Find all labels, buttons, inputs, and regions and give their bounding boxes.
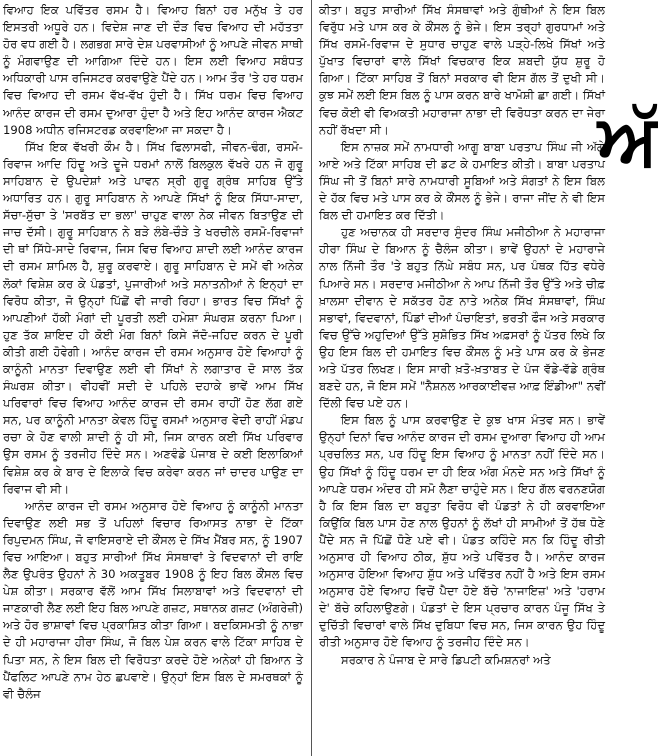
column-divider (311, 0, 312, 756)
article-paragraph: ਸਰਕਾਰ ਨੇ ਪੰਜਾਬ ਦੇ ਸਾਰੇ ਡਿਪਟੀ ਕਮਿਸ਼ਨਰਾਂ ਅਤੇ (341, 652, 551, 667)
article-paragraph: ਹੁਣ ਅਚਾਨਕ ਹੀ ਸਰਦਾਰ ਸੁੰਦਰ ਸਿੰਘ ਮਜੀਠੀਆ ਨੇ ਮਹਾਰਾਜਾ ਹੀਰਾ ਸਿੰਘ ਦੇ ਬਿਆਨ ਨੂੰ ਚੈਲੰਜ ਕੀਤਾ। ਭਾਵੇਂ ਉਹਨਾਂ ਦੇ ਮਹਾਰਾਜੇ ਨਾਲ ਨਿੱਜੀ ਤੌਰ 'ਤੇ ਬਹੁਤ ਨਿੱਘੇ ਸਬੰਧ ਸਨ, ਪਰ ਪੰਥਕ ਹਿੱਤ ਵਧੇਰੇ ਪਿਆਰੇ ਸਨ। ਸਰਦਾਰ ਮਜੀਠੀਆ ਨੇ ਆਪ ਨਿੱਜੀ ਤੌਰ ਉੱਤੇ ਅਤੇ ਚੀਫ਼ ਖ਼ਾਲਸਾ ਦੀਵਾਨ ਦੇ ਸਕੱਤਰ ਹੋਣ ਨਾਤੇ ਅਨੇਕ ਸਿੱਖ ਸੰਸਥਾਵਾਂ, ਸਿੰਘ ਸਭਾਵਾਂ, ਵਿਦਵਾਨਾਂ, ਪਿੰਡਾਂ ਦੀਆਂ ਪੰਚਾਇਤਾਂ, ਭਰਤੀ ਫੌਜ ਅਤੇ ਸਰਕਾਰ ਵਿਚ ਉੱਚੇ ਅਹੁਦਿਆਂ ਉੱਤੇ ਸੁਸ਼ੋਭਿਤ ਸਿੱਖ ਅਫ਼ਸਰਾਂ ਨੂੰ ਪੱਤਰ ਲਿਖੇ ਕਿ ਉਹ ਇਸ ਬਿਲ ਦੀ ਹਮਾਇਤ ਵਿਚ ਕੌਂਸਲ ਨੂੰ ਮਤੇ ਪਾਸ ਕਰ ਕੇ ਭੇਜਣ ਅਤੇ ਪੱਤਰ ਲਿਖਣ। ਇਸ ਸਾਰੀ ਖ਼ਤੋ-ਖ਼ਤਾਬਤ ਦੇ ਪੰਜ ਵੱਡੇ-ਵੱਡੇ ਗ੍ਰੰਥ ਬਣਦੇ ਹਨ, ਜੋ ਇਸ ਸਮੇਂ "ਨੈਸ਼ਨਲ ਆਰਕਾਈਵਜ਼ ਆਫ਼ ਇੰਡੀਆ" ਨਵੀਂ ਦਿੱਲੀ ਵਿਚ ਪਏ ਹਨ। (319, 225, 605, 411)
article-paragraph: ਆਨੰਦ ਕਾਰਜ ਦੀ ਰਸਮ ਅਨੁਸਾਰ ਹੋਏ ਵਿਆਹ ਨੂੰ ਕਾਨੂੰਨੀ ਮਾਨਤਾ ਦਿਵਾਉਣ ਲਈ ਸਭ ਤੋਂ ਪਹਿਲਾਂ ਵਿਚਾਰ ਰਿਆਸਤ ਨਾਭਾ ਦੇ ਟਿੱਕਾ ਰਿਪੁਦਮਨ ਸਿੰਘ, ਜੋ ਵਾਇਸਰਾਏ ਦੀ ਕੌਂਸਲ ਦੇ ਸਿੱਖ ਮੈਂਬਰ ਸਨ, ਨੂੰ 1907 ਵਿਚ ਆਇਆ। ਬਹੁਤ ਸਾਰੀਆਂ ਸਿੱਖ ਸੰਸਥਾਵਾਂ ਤੇ ਵਿਦਵਾਨਾਂ ਦੀ ਰਾਇ ਲੈਣ ਉਪਰੰਤ ਉਹਨਾਂ ਨੇ 30 ਅਕਤੂਬਰ 1908 ਨੂੰ ਇਹ ਬਿਲ ਕੌਂਸਲ ਵਿਚ ਪੇਸ਼ ਕੀਤਾ। ਸਰਕਾਰ ਵੱਲੋਂ ਆਮ ਸਿੱਖ ਸਿਲਾਬਾਵਾਂ ਅਤੇ ਵਿਦਵਾਨਾਂ ਦੀ ਜਾਣਕਾਰੀ ਲੈਣ ਲਈ ਇਹ ਬਿਲ ਆਪਣੇ ਗਜ਼ਟ, ਸਥਾਨਕ ਗਜ਼ਟ (ਅੰਗਰੇਜ਼ੀ) ਅਤੇ ਹੋਰ ਭਾਸ਼ਾਵਾਂ ਵਿਚ ਪ੍ਰਕਾਸ਼ਿਤ ਕੀਤਾ ਗਿਆ। ਬਦਕਿਸਮਤੀ ਨੂੰ ਨਾਭਾ ਦੇ ਹੀ ਮਹਾਰਾਜਾ ਹੀਰਾ ਸਿੰਘ, ਜੋ ਬਿਲ ਪੇਸ਼ ਕਰਨ ਵਾਲੇ ਟਿੱਕਾ ਸਾਹਿਬ ਦੇ ਪਿਤਾ ਸਨ, ਨੇ ਇਸ ਬਿਲ ਦੀ ਵਿਰੋਧਤਾ ਕਰਦੇ ਹੋਏ ਅਨੇਕਾਂ ਹੀ ਬਿਆਨ ਤੇ ਪੈਂਫਲਿਟ ਆਪਣੇ ਨਾਮ ਹੇਠ ਛਪਵਾਏ। ਉਨ੍ਹਾਂ ਇਸ ਬਿਲ ਦੇ ਸਮਰਥਕਾਂ ਨੂੰ ਵੀ ਚੈਲੰਜ (3, 498, 303, 701)
left-article-column (3, 2, 303, 754)
cropped-headline-glyph: ਅੱ (598, 99, 658, 181)
article-paragraph: ਸਿੱਖ ਇਕ ਵੱਖਰੀ ਕੌਮ ਹੈ। ਸਿੱਖ ਫਿਲਾਸਫੀ, ਜੀਵਨ-ਢੰਗ, ਰਸਮੋ-ਰਿਵਾਜ ਆਦਿ ਹਿੰਦੂ ਅਤੇ ਦੂਜੇ ਧਰਮਾਂ ਨਾਲੋਂ ਬਿਲਕੁਲ ਵੱਖਰੇ ਹਨ ਜੋ ਗੁਰੂ ਸਾਹਿਬਾਨ ਦੇ ਉਪਦੇਸ਼ਾਂ ਅਤੇ ਪਾਵਨ ਸ੍ਰੀ ਗੁਰੂ ਗ੍ਰੰਥ ਸਾਹਿਬ ਉੱਤੇ ਅਧਾਰਿਤ ਹਨ। ਗੁਰੂ ਸਾਹਿਬਾਨ ਨੇ ਆਪਣੇ ਸਿੱਖਾਂ ਨੂੰ ਇਕ ਸਿੱਧਾ-ਸਾਦਾ, ਸੱਚਾ-ਸੁੱਚਾ ਤੇ 'ਸਰਬੱਤ ਦਾ ਭਲਾ' ਚਾਹੁਣ ਵਾਲਾ ਨੇਕ ਜੀਵਨ ਬਿਤਾਉਣ ਦੀ ਜਾਚ ਦੱਸੀ। ਗੁਰੂ ਸਾਹਿਬਾਨ ਨੇ ਬੜੇ ਲੰਬੇ-ਚੌੜੇ ਤੇ ਖਰਚੀਲੇ ਰਸਮੋ-ਰਿਵਾਜਾਂ ਦੀ ਥਾਂ ਸਿੱਧੇ-ਸਾਦੇ ਰਿਵਾਜ, ਜਿਸ ਵਿਚ ਵਿਆਹ ਸ਼ਾਦੀ ਲਈ ਆਨੰਦ ਕਾਰਜ ਦੀ ਰਸਮ ਸ਼ਾਮਿਲ ਹੈ, ਸ਼ੁਰੂ ਕਰਵਾਏ। ਗੁਰੂ ਸਾਹਿਬਾਨ ਦੇ ਸਮੇਂ ਵੀ ਅਨੇਕ ਲੋਕਾਂ ਵਿਸ਼ੇਸ਼ ਕਰ ਕੇ ਪੰਡਤਾਂ, ਪੁਜਾਰੀਆਂ ਅਤੇ ਸਨਾਤਨੀਆਂ ਨੇ ਇਨ੍ਹਾਂ ਦਾ ਵਿਰੋਧ ਕੀਤਾ, ਜੋ ਉਨ੍ਹਾਂ ਪਿੱਛੋਂ ਵੀ ਜਾਰੀ ਰਿਹਾ। ਭਾਰਤ ਵਿਚ ਸਿੱਖਾਂ ਨੂੰ ਆਪਣੀਆਂ ਹੱਕੀ ਮੰਗਾਂ ਦੀ ਪੂਰਤੀ ਲਈ ਹਮੇਸ਼ਾ ਸੰਘਰਸ਼ ਕਰਨਾ ਪਿਆ। ਹੁਣ ਤੱਕ ਸ਼ਾਇਦ ਹੀ ਕੋਈ ਮੰਗ ਬਿਨਾਂ ਕਿਸੇ ਜੱਦੋ-ਜਹਿਦ ਕਰਨ ਦੇ ਪੂਰੀ ਕੀਤੀ ਗਈ ਹੋਵੇਗੀ। ਆਨੰਦ ਕਾਰਜ ਦੀ ਰਸਮ ਅਨੁਸਾਰ ਹੋਏ ਵਿਆਹਾਂ ਨੂੰ ਕਾਨੂੰਨੀ ਮਾਨਤਾ ਦਿਵਾਉਣ ਲਈ ਵੀ ਸਿੱਖਾਂ ਨੇ ਲਗਾਤਾਰ ਦੋ ਸਾਲ ਤੱਕ ਸੰਘਰਸ਼ ਕੀਤਾ। ਵੀਹਵੀਂ ਸਦੀ ਦੇ ਪਹਿਲੇ ਦਹਾਕੇ ਭਾਵੇਂ ਆਮ ਸਿੱਖ ਪਰਿਵਾਰਾਂ ਵਿਚ ਵਿਆਹ ਆਨੰਦ ਕਾਰਜ ਦੀ ਰਸਮ ਰਾਹੀਂ ਹੋਣ ਲੱਗ ਗਏ ਸਨ, ਪਰ ਕਾਨੂੰਨੀ ਮਾਨਤਾ ਕੇਵਲ ਹਿੰਦੂ ਰਸਮਾਂ ਅਨੁਸਾਰ ਵੇਦੀ ਰਾਹੀਂ ਮੰਡਪ ਰਚਾ ਕੇ ਹੋਣ ਵਾਲੀ ਸ਼ਾਦੀ ਨੂੰ ਹੀ ਸੀ, ਜਿਸ ਕਾਰਨ ਕਈ ਸਿੱਖ ਪਰਿਵਾਰ ਉਸ ਰਸਮ ਨੂੰ ਤਰਜੀਹ ਦਿੰਦੇ ਸਨ। ਅਣਵੰਡੇ ਪੰਜਾਬ ਦੇ ਕਈ ਇਲਾਕਿਆਂ ਵਿਸ਼ੇਸ਼ ਕਰ ਕੇ ਬਾਰ ਦੇ ਇਲਾਕੇ ਵਿਚ ਕਰੇਵਾ ਕਰਨ ਜਾਂ ਚਾਦਰ ਪਾਉਣ ਦਾ ਰਿਵਾਜ ਵੀ ਸੀ। (3, 139, 303, 496)
article-paragraph: ਇਸ ਬਿਲ ਨੂੰ ਪਾਸ ਕਰਵਾਉਣ ਦੇ ਕੁਝ ਖਾਸ ਮੰਤਵ ਸਨ। ਭਾਵੇਂ ਉਨ੍ਹਾਂ ਦਿਨਾਂ ਵਿਚ ਆਨੰਦ ਕਾਰਜ ਦੀ ਰਸਮ ਦੁਆਰਾ ਵਿਆਹ ਹੀ ਆਮ ਪ੍ਰਚਲਿਤ ਸਨ, ਪਰ ਹਿੰਦੂ ਇਸ ਵਿਆਹ ਨੂੰ ਮਾਨਤਾ ਨਹੀਂ ਦਿੰਦੇ ਸਨ। ਉਹ ਸਿੱਖਾਂ ਨੂੰ ਹਿੰਦੂ ਧਰਮ ਦਾ ਹੀ ਇਕ ਅੰਗ ਮੰਨਦੇ ਸਨ ਅਤੇ ਸਿੱਖਾਂ ਨੂੰ ਆਪਣੇ ਧਰਮ ਅੰਦਰ ਹੀ ਸਮੋ ਲੈਣਾ ਚਾਹੁੰਦੇ ਸਨ। ਇਹ ਗੱਲ ਵਰਨਣਯੋਗ ਹੈ ਕਿ ਇਸ ਬਿਲ ਦਾ ਬਹੁਤਾ ਵਿਰੋਧ ਵੀ ਪੰਡਤਾਂ ਨੇ ਹੀ ਕਰਵਾਇਆ ਕਿਉਂਕਿ ਬਿਲ ਪਾਸ ਹੋਣ ਨਾਲ ਉਹਨਾਂ ਨੂੰ ਲੱਖਾਂ ਹੀ ਸਾਮੀਆਂ ਤੋਂ ਹੱਥ ਧੋਣੇ ਪੈਂਦੇ ਸਨ ਜੋ ਪਿੱਛੋਂ ਧੋਣੇ ਪਏ ਵੀ। ਪੰਡਤ ਕਹਿੰਦੇ ਸਨ ਕਿ ਹਿੰਦੂ ਰੀਤੀ ਅਨੁਸਾਰ ਹੀ ਵਿਆਹ ਠੀਕ, ਸ਼ੁੱਧ ਅਤੇ ਪਵਿੱਤਰ ਹੈ। ਆਨੰਦ ਕਾਰਜ ਅਨੁਸਾਰ ਹੋਇਆ ਵਿਆਹ ਸ਼ੁੱਧ ਅਤੇ ਪਵਿੱਤਰ ਨਹੀਂ ਹੈ ਅਤੇ ਇਸ ਰਸਮ ਅਨੁਸਾਰ ਹੋਏ ਵਿਆਹ ਵਿਚੋਂ ਪੈਦਾ ਹੋਏ ਬੱਚੇ 'ਨਾਜਾਇਜ਼' ਅਤੇ 'ਹਰਾਮ ਦੇ' ਬੱਚੇ ਕਹਿਲਾਉਣਗੇ। ਪੰਡਤਾਂ ਦੇ ਇਸ ਪ੍ਰਚਾਰ ਕਾਰਨ ਪੰਜੂ ਸਿੱਖ ਤੇ ਦੁਚਿੱਤੀ ਵਿਚਾਰਾਂ ਵਾਲੇ ਸਿੱਖ ਦੁਬਿਧਾ ਵਿਚ ਸਨ, ਜਿਸ ਕਾਰਨ ਉਹ ਹਿੰਦੂ ਰੀਤੀ ਅਨੁਸਾਰ ਹੋਏ ਵਿਆਹ ਨੂੰ ਤਰਜੀਹ ਦਿੰਦੇ ਸਨ। (319, 413, 605, 650)
article-paragraph: ਕੀਤਾ। ਬਹੁਤ ਸਾਰੀਆਂ ਸਿੱਖ ਸੰਸਥਾਵਾਂ ਅਤੇ ਗੁੰਥੀਆਂ ਨੇ ਇਸ ਬਿਲ ਵਿਰੁੱਧ ਮਤੇ ਪਾਸ ਕਰ ਕੇ ਕੌਂਸਲ ਨੂੰ ਭੇਜੇ। ਇਸ ਤਰ੍ਹਾਂ ਗੁਰਧਾਮਾਂ ਅਤੇ ਸਿੱਖ ਰਸਮੋ-ਰਿਵਾਜ ਦੇ ਸੁਧਾਰ ਚਾਹੁਣ ਵਾਲੇ ਪੜ੍ਹੇ-ਲਿਖੇ ਸਿੱਖਾਂ ਅਤੇ ਪੁੱਖਾਤ ਵਿਚਾਰਾਂ ਵਾਲੇ ਸਿੱਖਾਂ ਵਿਚਕਾਰ ਇਕ ਸ਼ਬਦੀ ਯੁੱਧ ਸ਼ੁਰੂ ਹੋ ਗਿਆ। ਟਿੱਕਾ ਸਾਹਿਬ ਤੋਂ ਬਿਨਾਂ ਸਰਕਾਰ ਵੀ ਇਸ ਗੱਲ ਤੋਂ ਦੁਖੀ ਸੀ। ਕੁਝ ਸਮੇਂ ਲਈ ਇਸ ਬਿਲ ਨੂੰ ਪਾਸ ਕਰਨ ਬਾਰੇ ਖਾਮੋਸ਼ੀ ਛਾ ਗਈ। ਸਿੱਖਾਂ ਵਿਚ ਕੋਈ ਵੀ ਵਿਅਕਤੀ ਮਹਾਰਾਜਾ ਨਾਭਾ ਦੀ ਵਿਰੋਧਤਾ ਕਰਨ ਦਾ ਜੇਰਾ ਨਹੀਂ ਰੱਖਦਾ ਸੀ। (319, 3, 605, 137)
article-paragraph: ਇਸ ਨਾਜ਼ਕ ਸਮੇਂ ਨਾਮਧਾਰੀ ਆਗੂ ਬਾਬਾ ਪਰਤਾਪ ਸਿੰਘ ਜੀ ਅੱਗੇ ਆਏ ਅਤੇ ਟਿੱਕਾ ਸਾਹਿਬ ਦੀ ਡਟ ਕੇ ਹਮਾਇਤ ਕੀਤੀ। ਬਾਬਾ ਪਰਤਾਪ ਸਿੰਘ ਜੀ ਤੋਂ ਬਿਨਾਂ ਸਾਰੇ ਨਾਮਧਾਰੀ ਸੂਬਿਆਂ ਅਤੇ ਸੰਗਤਾਂ ਨੇ ਇਸ ਬਿਲ ਦੇ ਹੱਕ ਵਿਚ ਮਤੇ ਪਾਸ ਕਰ ਕੇ ਕੌਂਸਲ ਨੂੰ ਭੇਜੇ। ਰਾਜਾ ਜੀਂਦ ਨੇ ਵੀ ਇਸ ਬਿਲ ਦੀ ਹਮਾਇਤ ਕਰ ਦਿੱਤੀ। (319, 139, 605, 223)
right-article-column (319, 2, 605, 754)
article-paragraph: ਵਿਆਹ ਇਕ ਪਵਿੱਤਰ ਰਸਮ ਹੈ। ਵਿਆਹ ਬਿਨਾਂ ਹਰ ਮਨੁੱਖ ਤੇ ਹਰ ਇਸਤਰੀ ਅਧੂਰੇ ਹਨ। ਵਿਦੇਸ਼ ਜਾਣ ਦੀ ਦੌੜ ਵਿਚ ਵਿਆਹ ਦੀ ਮਹੱਤਤਾ ਹੋਰ ਵਧ ਗਈ ਹੈ। ਲਗਭਗ ਸਾਰੇ ਦੇਸ਼ ਪਰਵਾਸੀਆਂ ਨੂੰ ਆਪਣੇ ਜੀਵਨ ਸਾਥੀ ਨੂੰ ਮੰਗਵਾਉਣ ਦੀ ਆਗਿਆ ਦਿੰਦੇ ਹਨ। ਇਸ ਲਈ ਵਿਆਹ ਸਬੰਧਤ ਅਧਿਕਾਰੀ ਪਾਸ ਰਜਿਸਟਰ ਕਰਵਾਉਣੇ ਪੈਂਦੇ ਹਨ। ਆਮ ਤੌਰ 'ਤੇ ਹਰ ਧਰਮ ਵਿਚ ਵਿਆਹ ਦੀ ਰਸਮ ਵੱਖ-ਵੱਖ ਹੁੰਦੀ ਹੈ। ਸਿੱਖ ਧਰਮ ਵਿਚ ਵਿਆਹ ਆਨੰਦ ਕਾਰਜ ਦੀ ਰਸਮ ਦੁਆਰਾ ਹੁੰਦਾ ਹੈ ਅਤੇ ਇਹ ਆਨੰਦ ਕਾਰਜ ਐਕਟ 1908 ਅਧੀਨ ਰਜਿਸਟਰਡ ਕਰਵਾਇਆ ਜਾ ਸਕਦਾ ਹੈ। (3, 3, 303, 137)
